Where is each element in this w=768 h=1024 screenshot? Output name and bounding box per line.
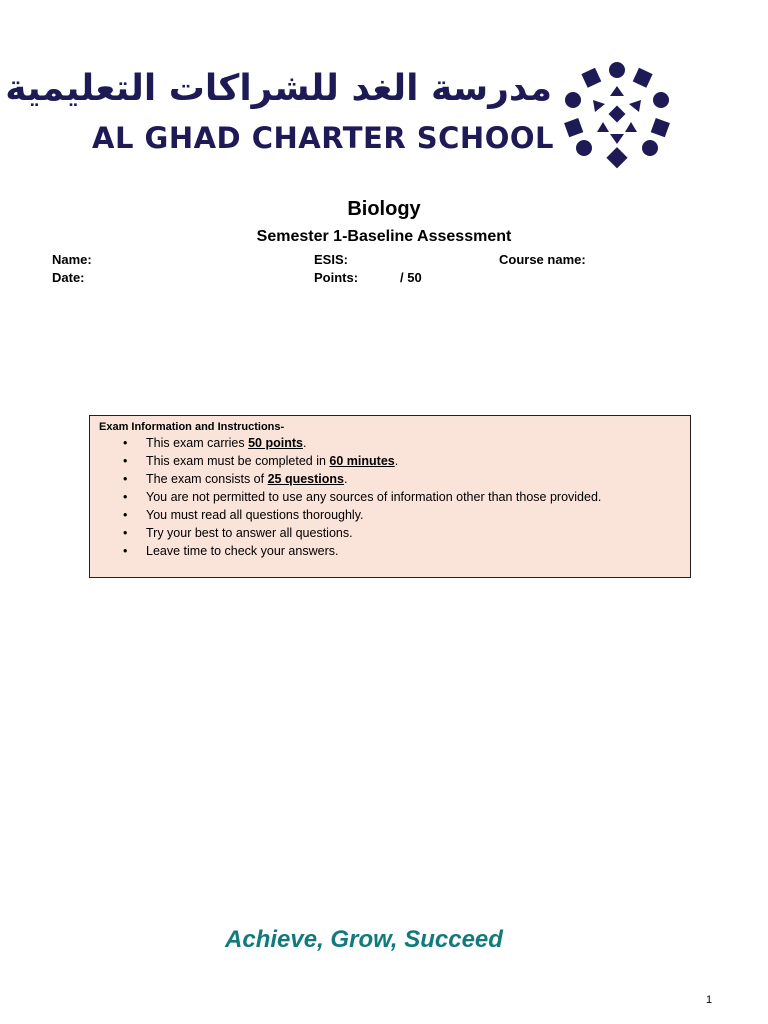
esis-label: ESIS: [314,252,348,267]
school-name-arabic: مدرسة الغد للشراكات التعليمية [5,68,552,109]
school-name: AL GHAD CHARTER SCHOOL [92,121,554,155]
instructions-box [89,415,691,578]
assessment-title: Semester 1-Baseline Assessment [256,228,512,245]
instruction-item: • The exam consists of 25 questions. [123,472,348,486]
bullet-icon: • [123,490,128,504]
bullet-icon: • [123,544,128,558]
bullet-icon: • [123,454,128,468]
school-motto: Achieve, Grow, Succeed [225,926,503,953]
bullet-icon: • [123,508,128,522]
subject-title: Biology [347,198,421,220]
instruction-item: • This exam must be completed in 60 minutes. [123,454,399,468]
school-logo-icon [558,58,676,170]
instruction-item: • You are not permitted to use any sources of information other than those provided. [123,490,602,504]
course-name-label: Course name: [499,252,586,267]
instruction-item: • This exam carries 50 points. [123,436,307,450]
bullet-icon: • [123,472,128,486]
instructions-heading: Exam Information and Instructions- [99,421,285,433]
date-label: Date: [52,270,85,285]
points-total: / 50 [400,270,422,285]
bullet-icon: • [123,526,128,540]
page-number: 1 [706,994,713,1006]
instruction-item: • You must read all questions thoroughly. [123,508,364,522]
bullet-icon: • [123,436,128,450]
instructions-list [90,434,601,560]
name-label: Name: [52,252,92,267]
instruction-item: • Leave time to check your answers. [123,544,339,558]
instruction-item: • Try your best to answer all questions. [123,526,353,540]
points-label: Points: [314,270,359,285]
